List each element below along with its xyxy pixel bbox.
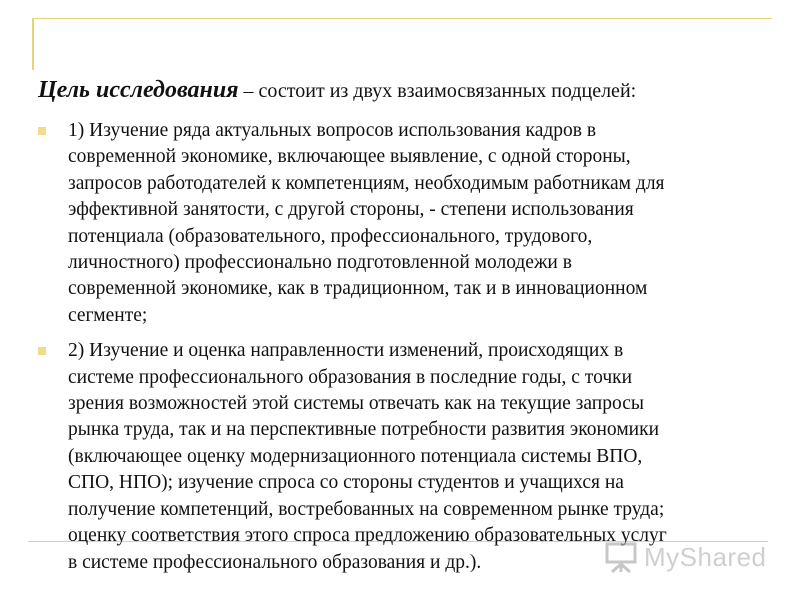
watermark-text: MyShared	[644, 541, 767, 572]
line: потенциала (образовательного, профессионального, трудового,	[68, 225, 593, 247]
line: системе профессионального образования в последние годы, с точки	[68, 366, 633, 388]
decorative-top-line	[32, 18, 772, 19]
line: в системе профессионального образования и др.).	[68, 551, 482, 573]
slide-title-rest: – состоит из двух взаимосвязанных подцелей:	[238, 80, 637, 102]
line: запросов работодателей к компетенциям, необходимым работникам для	[68, 172, 665, 194]
line: (включающее оценку модернизационного потенциала системы ВПО,	[68, 445, 643, 467]
line: получение компетенций, востребованных на современном рынке труда;	[68, 498, 665, 520]
line: зрения возможностей этой системы отвечать как на текущие запросы	[68, 393, 644, 415]
line: 2) Изучение и оценка направленности изменений, происходящих в	[68, 340, 624, 362]
bullet-list	[38, 118, 768, 585]
bullet-square-icon	[38, 127, 46, 135]
bullet-square-icon	[38, 347, 46, 355]
line: эффективной занятости, с другой стороны, - степени использования	[68, 199, 634, 221]
line: личностного) профессионально подготовленной молодежи в	[68, 252, 572, 274]
bullet-item-1	[38, 118, 768, 329]
decorative-vertical-line	[32, 18, 34, 70]
slide-title	[38, 76, 778, 105]
presentation-board-icon	[604, 540, 638, 574]
line: современной экономике, включающее выявление, с одной стороны,	[68, 146, 631, 168]
line: оценку соответствия этого спроса предложению образовательных услуг	[68, 525, 667, 547]
slide-title-emphasis: Цель исследования	[38, 77, 239, 103]
line: рынка труда, так и на перспективные потребности развития экономики	[68, 419, 659, 441]
line: 1) Изучение ряда актуальных вопросов использования кадров в	[68, 120, 597, 141]
line: сегменте;	[68, 304, 148, 326]
watermark	[604, 540, 767, 574]
line: современной экономике, как в традиционном, так и в инновационном	[68, 278, 648, 300]
line: СПО, НПО); изучение спроса со стороны студентов и учащихся на	[68, 472, 624, 494]
